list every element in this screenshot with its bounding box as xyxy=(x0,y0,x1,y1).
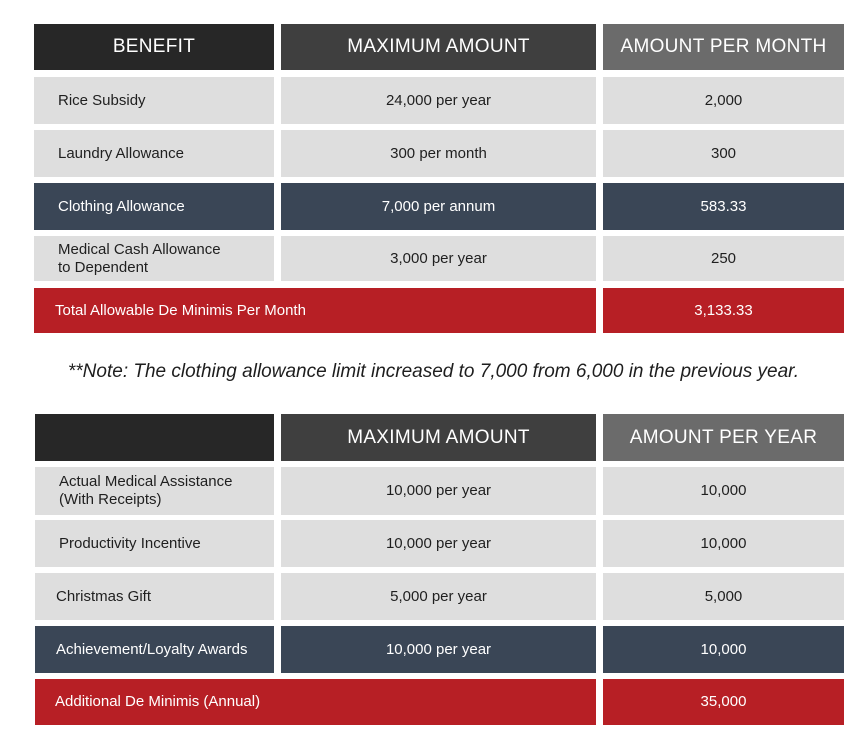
table-row-maximum: 10,000 per year xyxy=(281,626,596,673)
table-row-benefit: Medical Cash Allowance to Dependent xyxy=(34,236,274,281)
table-row-maximum: 3,000 per year xyxy=(281,236,596,281)
table-row-per-month: 583.33 xyxy=(603,183,844,230)
table-row-per-year: 10,000 xyxy=(603,467,844,515)
table-row-benefit: Christmas Gift xyxy=(35,573,274,620)
table-row-benefit: Laundry Allowance xyxy=(34,130,274,177)
total-label: Additional De Minimis (Annual) xyxy=(35,679,596,725)
table-row-benefit: Achievement/Loyalty Awards xyxy=(35,626,274,673)
header-maximum-amount: MAXIMUM AMOUNT xyxy=(281,24,596,70)
table-row-maximum: 5,000 per year xyxy=(281,573,596,620)
table-row-per-month: 300 xyxy=(603,130,844,177)
header-benefit: BENEFIT xyxy=(34,24,274,70)
table-row-benefit: Clothing Allowance xyxy=(34,183,274,230)
table-row-maximum: 24,000 per year xyxy=(281,77,596,124)
total-label: Total Allowable De Minimis Per Month xyxy=(34,288,596,333)
table-row-per-month: 2,000 xyxy=(603,77,844,124)
total-value: 3,133.33 xyxy=(603,288,844,333)
table-row-benefit: Rice Subsidy xyxy=(34,77,274,124)
table-row-per-month: 250 xyxy=(603,236,844,281)
table-row-benefit: Productivity Incentive xyxy=(35,520,274,567)
table-row-maximum: 10,000 per year xyxy=(281,520,596,567)
total-value: 35,000 xyxy=(603,679,844,725)
header-blank xyxy=(35,414,274,461)
table-row-per-year: 10,000 xyxy=(603,520,844,567)
table-row-maximum: 300 per month xyxy=(281,130,596,177)
table-row-maximum: 7,000 per annum xyxy=(281,183,596,230)
header-maximum-amount: MAXIMUM AMOUNT xyxy=(281,414,596,461)
header-amount-per-year: AMOUNT PER YEAR xyxy=(603,414,844,461)
table-row-per-year: 5,000 xyxy=(603,573,844,620)
header-amount-per-month: AMOUNT PER MONTH xyxy=(603,24,844,70)
table-row-benefit: Actual Medical Assistance (With Receipts) xyxy=(35,467,274,515)
table-row-maximum: 10,000 per year xyxy=(281,467,596,515)
clothing-allowance-note: **Note: The clothing allowance limit increased to 7,000 from 6,000 in the previous year. xyxy=(67,361,800,382)
table-row-per-year: 10,000 xyxy=(603,626,844,673)
